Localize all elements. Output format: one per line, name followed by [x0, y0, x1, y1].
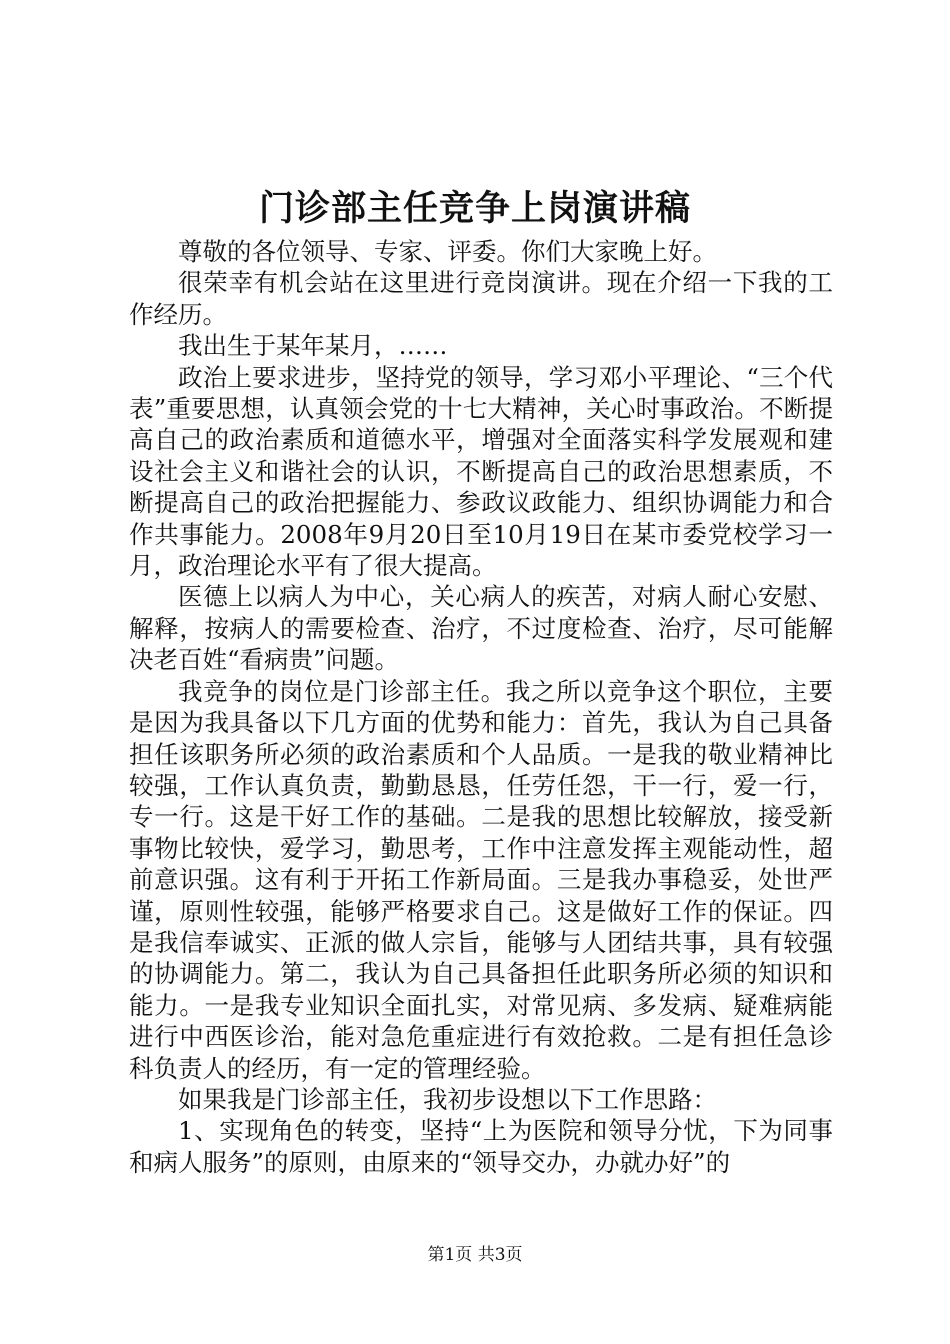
page-number-footer: 第1页 共3页	[427, 1245, 523, 1265]
paragraph-birth: 我出生于某年某月，……	[178, 331, 448, 361]
paragraph-politics: 政治上要求进步，坚持党的领导，学习邓小平理论、“三个代表”重要思想，认真领会党的十七大精神，关心时事政治。不断提高自己的政治素质和道德水平，增强对全面落实科学发展观和建设社会主义和谐社会的认识，不断提高自己的政治思想素质，不断提高自己的政治把握能力、参政议政能力、组织协调能力和合作共事能力。2008年9月20日至10月19日在某市委党校学习一月，政治理论水平有了很大提高。	[129, 362, 833, 581]
paragraph-plan-item-1: 1、实现角色的转变，坚持“上为医院和领导分忧，下为同事和病人服务”的原则，由原来的“领导交办，办就办好”的	[129, 1116, 833, 1177]
document-body	[129, 236, 833, 1178]
paragraph-qualifications: 我竞争的岗位是门诊部主任。我之所以竞争这个职位，主要是因为我具备以下几方面的优势和能力：首先，我认为自己具备担任该职务所必须的政治素质和个人品质。一是我的敬业精神比较强，工作认真负责，勤勤恳恳，任劳任怨，干一行，爱一行，专一行。这是干好工作的基础。二是我的思想比较解放，接受新事物比较快，爱学习，勤思考，工作中注意发挥主观能动性，超前意识强。这有利于开拓工作新局面。三是我办事稳妥，处世严谨，原则性较强，能够严格要求自己。这是做好工作的保证。四是我信奉诚实、正派的做人宗旨，能够与人团结共事，具有较强的协调能力。第二，我认为自己具备担任此职务所必须的知识和能力。一是我专业知识全面扎实，对常见病、多发病、疑难病能进行中西医诊治，能对急危重症进行有效抢救。二是有担任急诊科负责人的经历，有一定的管理经验。	[129, 676, 833, 1083]
paragraph-introduction: 很荣幸有机会站在这里进行竞岗演讲。现在介绍一下我的工作经历。	[129, 268, 833, 329]
document-title: 门诊部主任竞争上岗演讲稿	[258, 188, 691, 229]
paragraph-greeting: 尊敬的各位领导、专家、评委。你们大家晚上好。	[178, 237, 717, 266]
paragraph-work-plan-intro: 如果我是门诊部主任，我初步设想以下工作思路：	[178, 1084, 717, 1114]
paragraph-ethics: 医德上以病人为中心，关心病人的疾苦，对病人耐心安慰、解释，按病人的需要检查、治疗，不过度检查、治疗，尽可能解决老百姓“看病贵”问题。	[129, 582, 833, 675]
